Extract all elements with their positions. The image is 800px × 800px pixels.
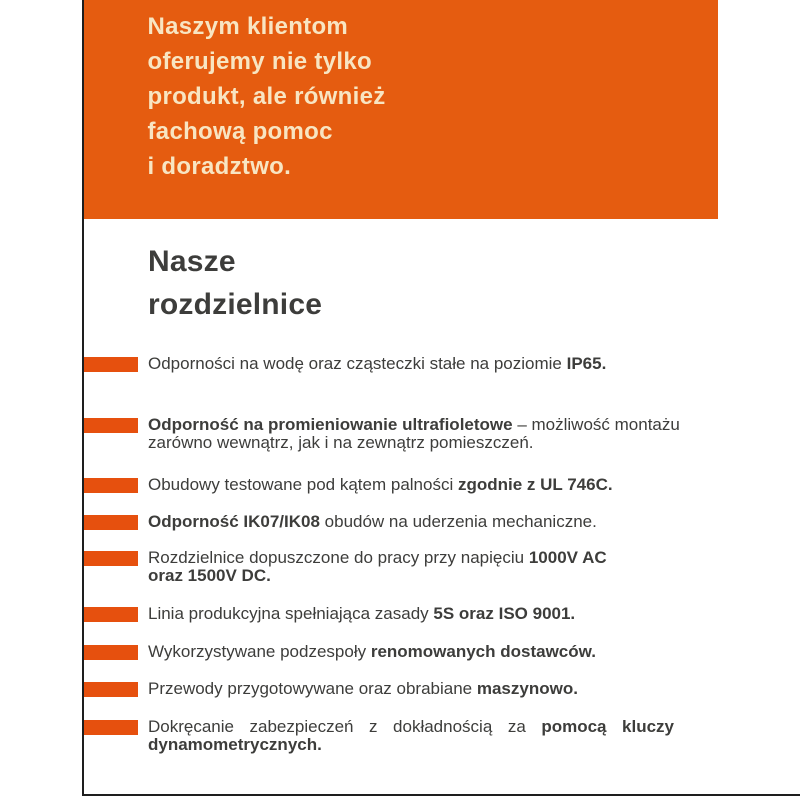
- list-item-line: [148, 736, 674, 755]
- list-item-line: [148, 513, 674, 532]
- list-item-text: [148, 680, 674, 699]
- list-item-line: [148, 434, 674, 453]
- text-segment: dynamometrycznych.: [148, 735, 322, 754]
- list-item-line: [148, 355, 674, 374]
- bullet-bar-icon: [84, 645, 138, 660]
- list-item-text: [148, 355, 674, 374]
- list-item-line: [148, 680, 674, 699]
- list-item-line: [148, 643, 674, 662]
- list-item-text: [148, 414, 680, 453]
- text-segment: Obudowy testowane pod kątem palności: [148, 474, 458, 494]
- text-segment: obudów na uderzenia mechaniczne.: [319, 511, 597, 531]
- text-segment: oraz 1500V DC.: [148, 566, 271, 585]
- text-segment: – możliwość montażu: [512, 414, 680, 434]
- bullet-bar-icon: [84, 720, 138, 735]
- text-segment: pomocą kluczy: [541, 716, 674, 736]
- list-item-text: [148, 605, 674, 624]
- text-segment: maszynowo.: [476, 678, 578, 698]
- text-segment: Wykorzystywane podzespoły: [148, 641, 371, 661]
- text-segment: Odporności na wodę oraz cząsteczki stałe na poziomie: [148, 353, 567, 373]
- text-segment: Przewody przygotowywane oraz obrabiane: [148, 678, 477, 698]
- list-item-line: [148, 567, 674, 586]
- hero-title: [148, 9, 386, 184]
- bullet-bar-icon: [84, 357, 138, 372]
- list-item-line: [148, 414, 680, 435]
- list-item-text: [148, 476, 674, 495]
- text-segment: Odporność na promieniowanie ultrafioletowe: [148, 414, 513, 434]
- hero-title-line: oferujemy nie tylko: [147, 48, 372, 75]
- text-segment: 1000V AC: [528, 547, 607, 567]
- list-item-line: [148, 605, 674, 624]
- bullet-bar-icon: [84, 607, 138, 622]
- list-item-line: [148, 476, 674, 495]
- text-segment: renomowanych dostawców.: [370, 641, 596, 661]
- text-segment: Odporność IK07/IK08: [148, 511, 320, 531]
- section-title-line: Nasze: [148, 245, 236, 278]
- list-item-line: [148, 718, 674, 737]
- text-segment: zarówno wewnątrz, jak i na zewnątrz pomieszczeń.: [148, 433, 534, 452]
- list-item-line: [148, 549, 674, 568]
- text-segment: zgodnie z UL 746C.: [457, 474, 613, 494]
- bullet-bar-icon: [84, 515, 138, 530]
- hero-title-line: fachową pomoc: [147, 118, 333, 145]
- hero-title-line: Naszym klientom: [147, 13, 349, 40]
- list-item-text: [148, 718, 674, 755]
- text-segment: Dokręcanie zabezpieczeń z dokładnością za: [148, 716, 542, 736]
- text-segment: IP65.: [566, 353, 607, 373]
- text-segment: Linia produkcyjna spełniająca zasady: [148, 603, 434, 623]
- hero-banner: [84, 0, 718, 219]
- list-item-text: [148, 513, 674, 532]
- list-item-text: [148, 643, 674, 662]
- list-item-text: [148, 549, 674, 586]
- bullet-bar-icon: [84, 551, 138, 566]
- page-bottom-border: [82, 794, 800, 796]
- bullet-bar-icon: [84, 418, 138, 433]
- text-segment: Rozdzielnice dopuszczone do pracy przy napięciu: [148, 547, 529, 567]
- text-segment: 5S oraz ISO 9001.: [433, 603, 576, 623]
- hero-title-line: produkt, ale również: [147, 83, 386, 110]
- section-title-line: rozdzielnice: [148, 288, 323, 321]
- section-title: [148, 240, 322, 326]
- hero-title-line: i doradztwo.: [147, 153, 292, 180]
- bullet-bar-icon: [84, 682, 138, 697]
- bullet-bar-icon: [84, 478, 138, 493]
